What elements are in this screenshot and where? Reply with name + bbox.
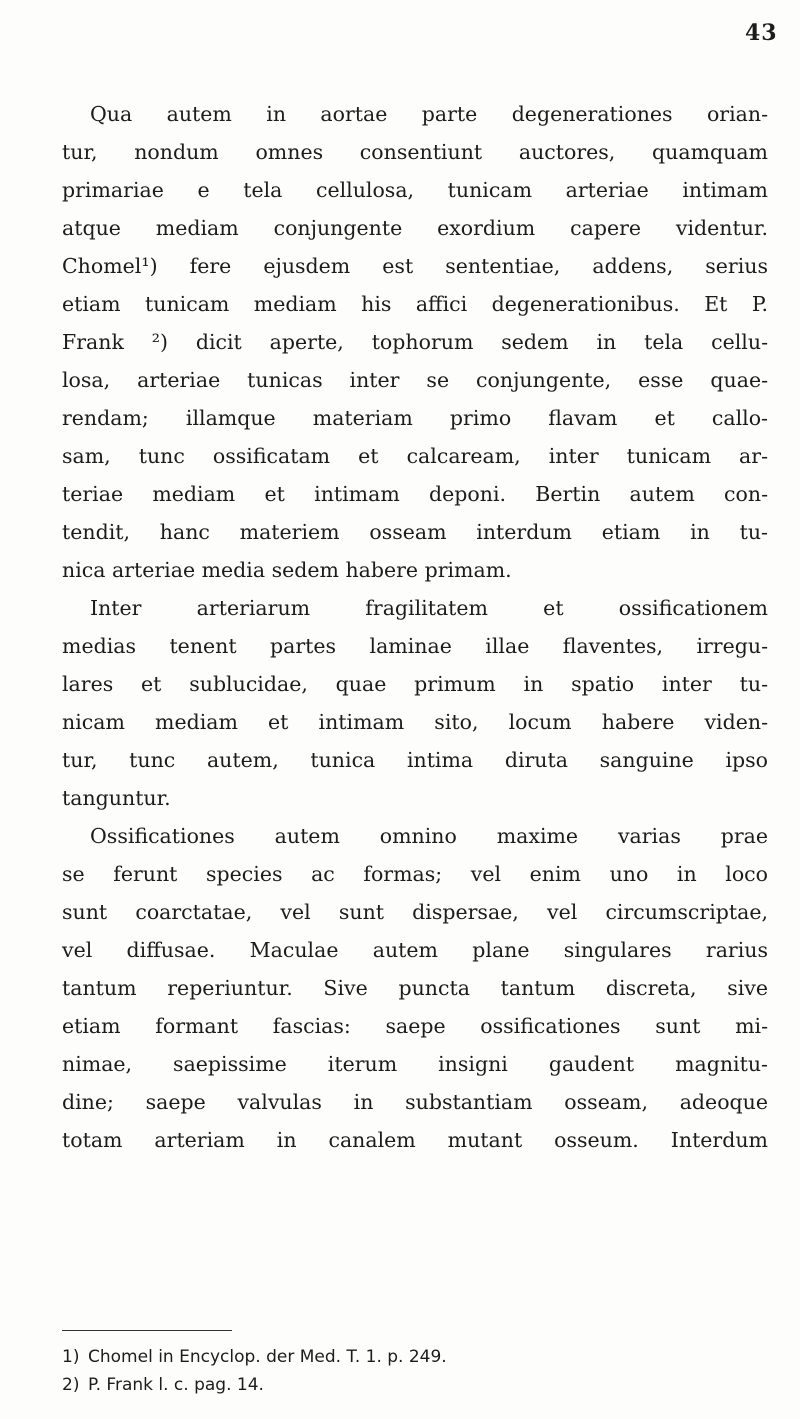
footnote-text: Chomel in Encyclop. der Med. T. 1. p. 249. [88, 1347, 447, 1367]
text-line: tendit, hanc materiem osseam interdum etiam in tu- [62, 520, 768, 544]
text-line: losa, arteriae tunicas inter se conjungente, esse quae- [62, 368, 768, 392]
text-line: totam arteriam in canalem mutant osseum. Interdum [62, 1128, 768, 1152]
text-line: teriae mediam et intimam deponi. Bertin autem con- [62, 482, 768, 506]
text-line: dine; saepe valvulas in substantiam osseam, adeoque [62, 1090, 768, 1114]
page-number: 43 [745, 20, 778, 46]
footnote-text: P. Frank l. c. pag. 14. [88, 1375, 264, 1395]
text-line: etiam formant fascias: saepe ossificationes sunt mi- [62, 1014, 768, 1038]
footnote-number: 2) [62, 1375, 80, 1395]
footnote-divider [62, 1330, 232, 1331]
text-line: nica arteriae media sedem habere primam. [62, 558, 512, 582]
text-line: Inter arteriarum fragilitatem et ossificationem [90, 596, 768, 620]
text-line: vel diffusae. Maculae autem plane singulares rarius [62, 938, 768, 962]
text-line: sam, tunc ossificatam et calcaream, inter tunicam ar- [62, 444, 768, 468]
text-line: etiam tunicam mediam his affici degenerationibus. Et P. [62, 292, 768, 316]
text-line: tur, tunc autem, tunica intima diruta sanguine ipso [62, 748, 768, 772]
text-line: Qua autem in aortae parte degenerationes orian- [90, 102, 768, 126]
text-line: Frank ²) dicit aperte, tophorum sedem in tela cellu- [62, 330, 768, 354]
text-line: Ossificationes autem omnino maxime varias prae [90, 824, 768, 848]
text-line: lares et sublucidae, quae primum in spatio inter tu- [62, 672, 768, 696]
text-line: nimae, saepissime iterum insigni gaudent magnitu- [62, 1052, 768, 1076]
body-text [62, 95, 768, 1159]
text-line: primariae e tela cellulosa, tunicam arteriae intimam [62, 178, 768, 202]
text-line: Chomel¹) fere ejusdem est sententiae, addens, serius [62, 254, 768, 278]
text-line: se ferunt species ac formas; vel enim uno in loco [62, 862, 768, 886]
text-line: tur, nondum omnes consentiunt auctores, quamquam [62, 140, 768, 164]
text-line: rendam; illamque materiam primo flavam et callo- [62, 406, 768, 430]
text-line: nicam mediam et intimam sito, locum habere viden- [62, 710, 768, 734]
footnote [62, 1343, 768, 1371]
text-line: sunt coarctatae, vel sunt dispersae, vel circumscriptae, [62, 900, 768, 924]
footnote-number: 1) [62, 1347, 80, 1367]
text-line: tanguntur. [62, 786, 171, 810]
text-line: atque mediam conjungente exordium capere videntur. [62, 216, 768, 240]
text-line: tantum reperiuntur. Sive puncta tantum discreta, sive [62, 976, 768, 1000]
text-line: medias tenent partes laminae illae flaventes, irregu- [62, 634, 768, 658]
footnote [62, 1371, 768, 1399]
footnotes [62, 1343, 768, 1399]
